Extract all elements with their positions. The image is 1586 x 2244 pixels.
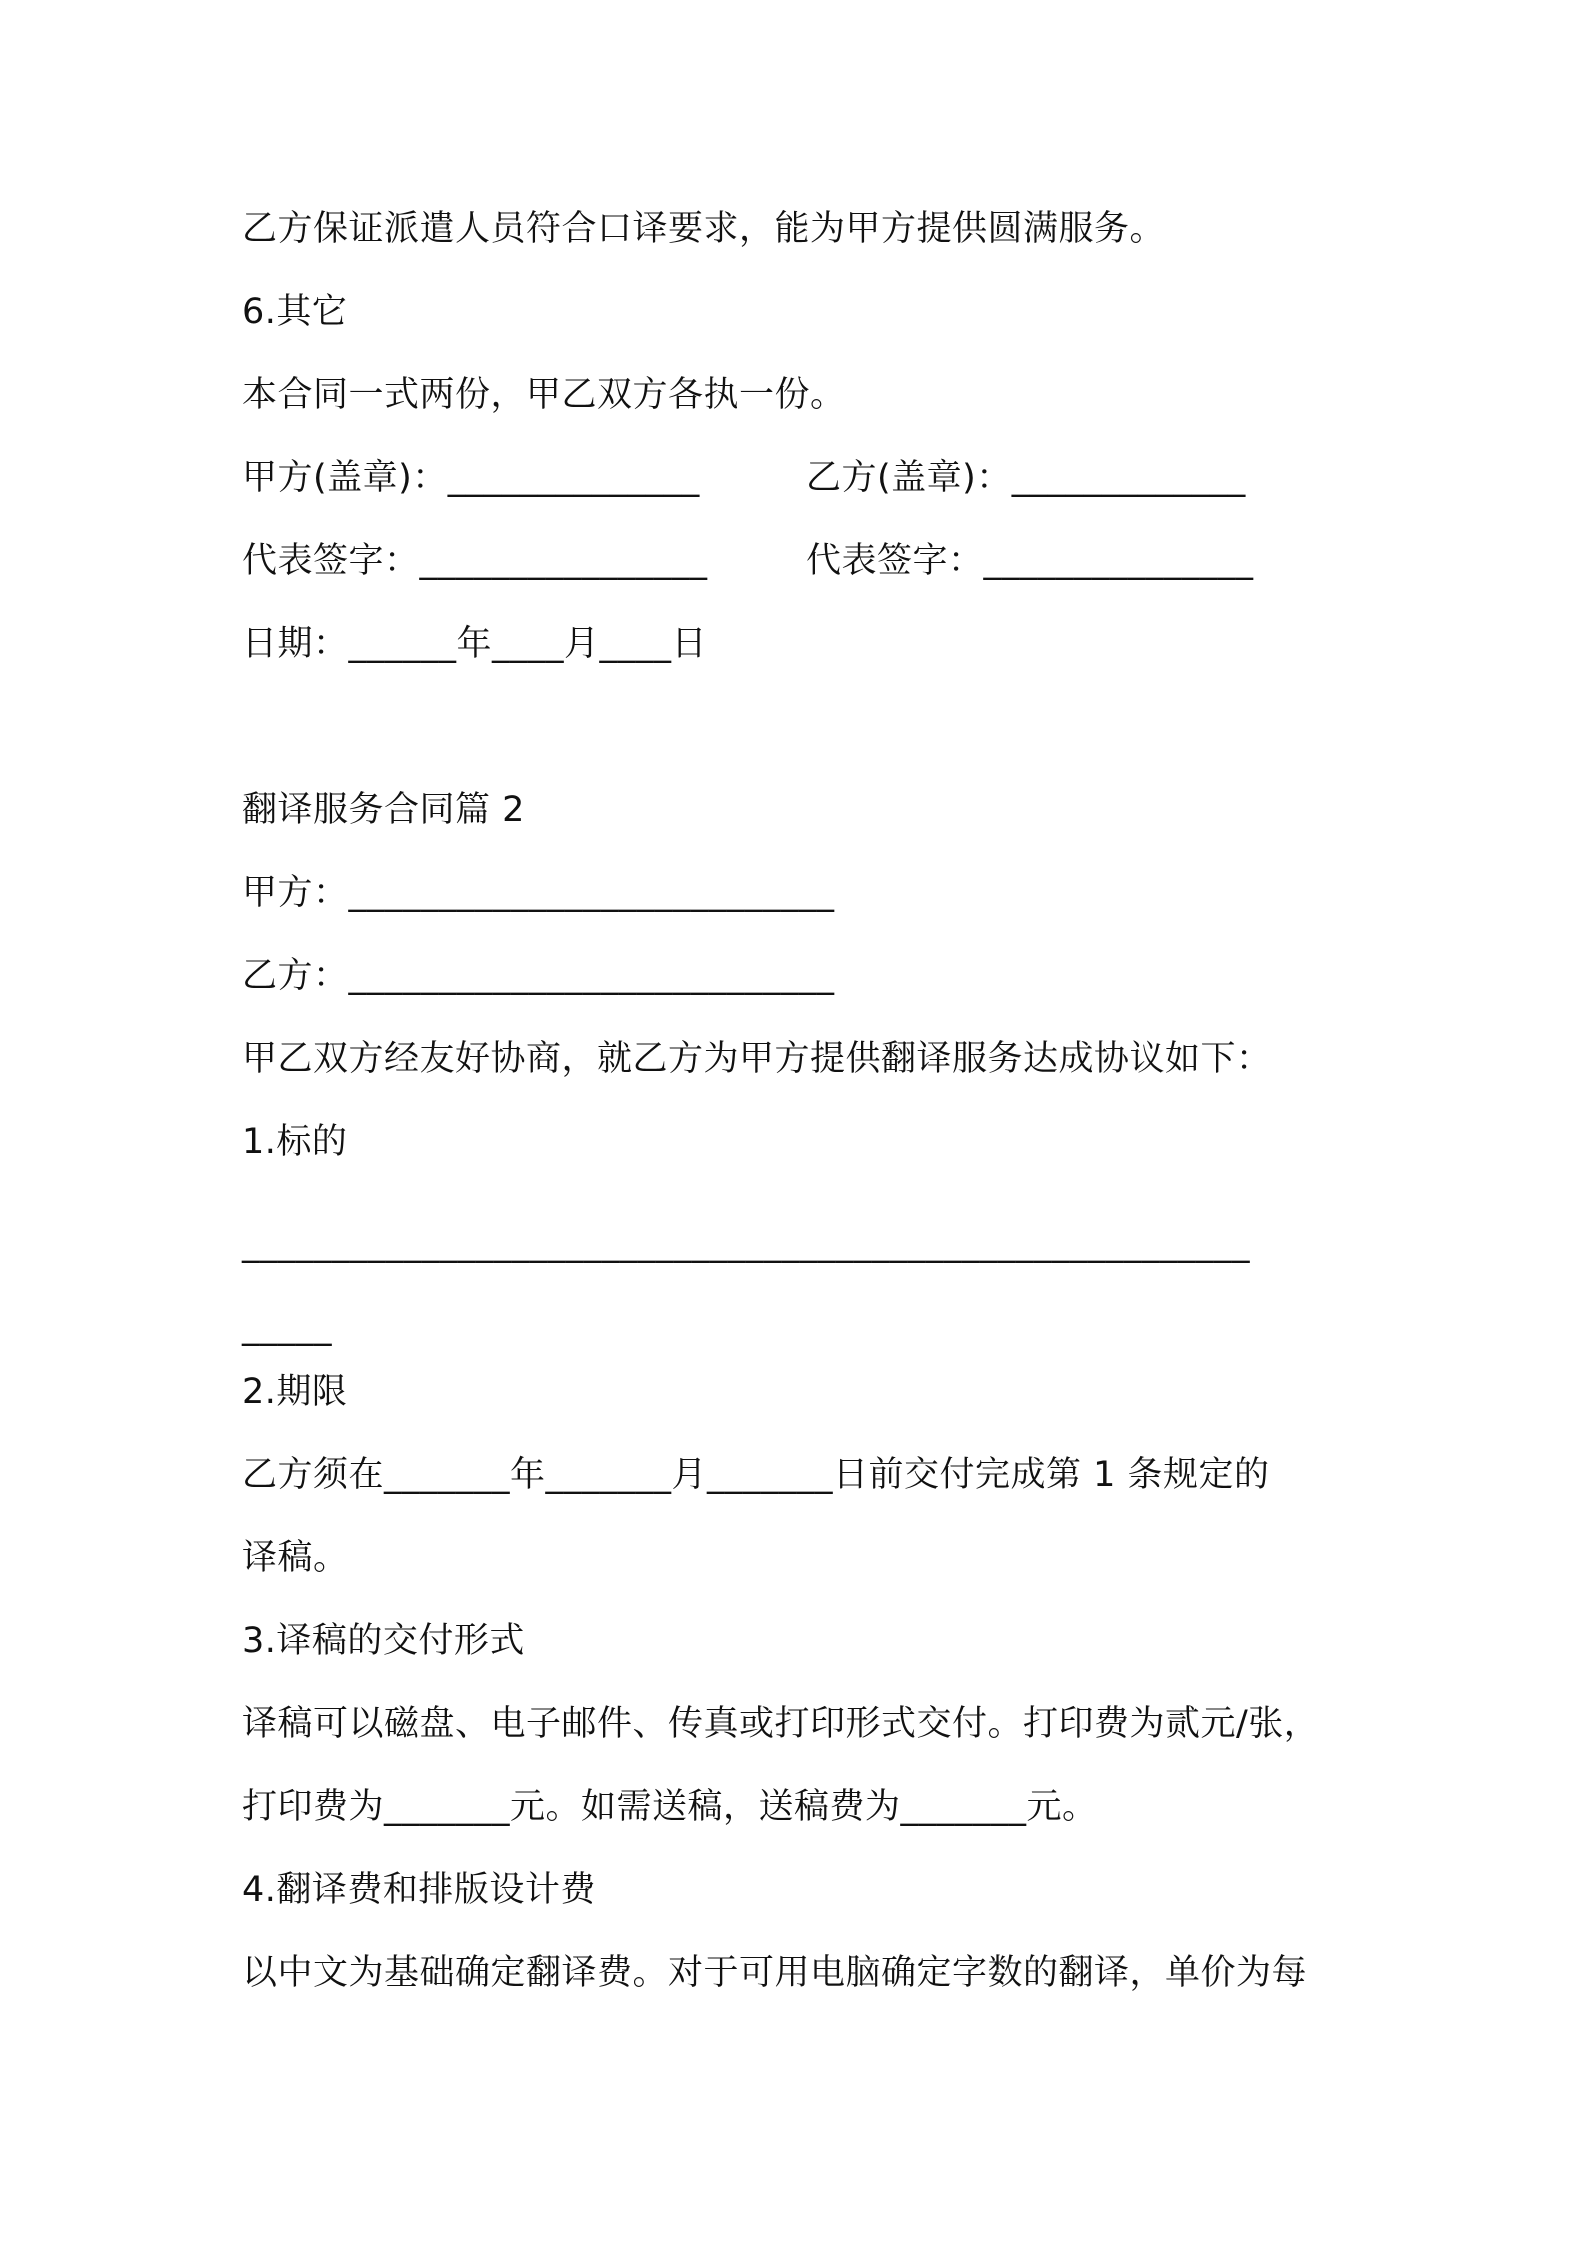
text-line: 译稿可以磁盘、电子邮件、传真或打印形式交付。打印费为贰元/张， (242, 1704, 1320, 1744)
section-heading: 6.其它 (242, 292, 348, 332)
party-b-signature-field: 代表签字：_______________ (806, 541, 1254, 581)
section-heading: 3.译稿的交付形式 (242, 1621, 525, 1661)
party-a-signature-field: 代表签字：________________ (242, 541, 708, 581)
blank-line: ________________________________________________________ (242, 1224, 1250, 1264)
text-line: 乙方须在_______年_______月_______日前交付完成第 1 条规定的 (242, 1455, 1270, 1495)
party-b-seal-field: 乙方(盖章)：_____________ (806, 458, 1246, 498)
text-line: 甲乙双方经友好协商，就乙方为甲方提供翻译服务达成协议如下： (242, 1039, 1272, 1079)
section-heading: 4.翻译费和排版设计费 (242, 1870, 596, 1910)
blank-line: _____ (242, 1307, 332, 1347)
text-line: 译稿。 (242, 1538, 349, 1578)
date-field: 日期：______年____月____日 (242, 624, 708, 664)
party-b-field: 乙方：___________________________ (242, 956, 835, 996)
section-heading: 1.标的 (242, 1122, 348, 1162)
contract-title: 翻译服务合同篇 2 (242, 790, 525, 830)
party-a-seal-field: 甲方(盖章)：______________ (242, 458, 700, 498)
text-line: 本合同一式两份，甲乙双方各执一份。 (242, 375, 846, 415)
party-a-field: 甲方：___________________________ (242, 873, 835, 913)
section-heading: 2.期限 (242, 1372, 348, 1412)
text-line: 以中文为基础确定翻译费。对于可用电脑确定字数的翻译，单价为每 (242, 1953, 1308, 1993)
text-line: 乙方保证派遣人员符合口译要求，能为甲方提供圆满服务。 (242, 209, 1166, 249)
text-line: 打印费为_______元。如需送稿，送稿费为_______元。 (242, 1787, 1098, 1827)
